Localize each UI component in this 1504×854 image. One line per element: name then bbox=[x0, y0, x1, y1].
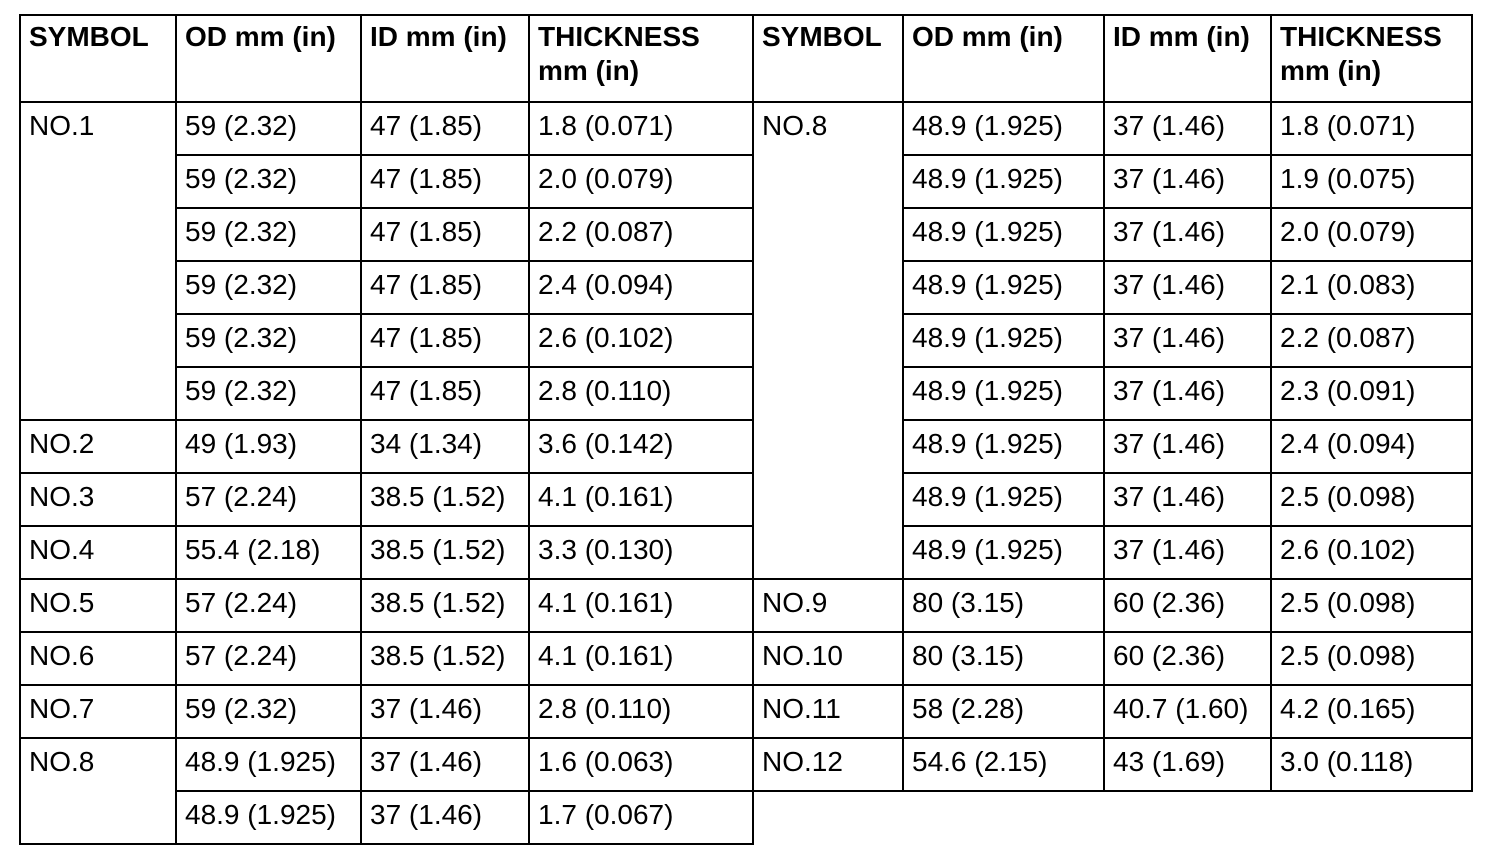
thickness-cell: 2.6 (0.102) bbox=[529, 314, 753, 367]
thickness-cell: 1.8 (0.071) bbox=[1271, 102, 1472, 155]
od-cell: 59 (2.32) bbox=[176, 261, 361, 314]
table-row bbox=[20, 579, 1472, 632]
id-cell: 34 (1.34) bbox=[361, 420, 529, 473]
id-cell: 37 (1.46) bbox=[1104, 314, 1271, 367]
id-cell: 37 (1.46) bbox=[1104, 526, 1271, 579]
table-body bbox=[20, 15, 1472, 844]
thickness-cell: 1.8 (0.071) bbox=[529, 102, 753, 155]
od-cell: 58 (2.28) bbox=[903, 685, 1104, 738]
thickness-cell: 2.3 (0.091) bbox=[1271, 367, 1472, 420]
id-cell: 37 (1.46) bbox=[1104, 420, 1271, 473]
id-cell: 43 (1.69) bbox=[1104, 738, 1271, 791]
thickness-cell: 4.2 (0.165) bbox=[1271, 685, 1472, 738]
table-row bbox=[20, 261, 1472, 314]
id-cell: 47 (1.85) bbox=[361, 155, 529, 208]
table-row bbox=[20, 685, 1472, 738]
od-cell: 59 (2.32) bbox=[176, 367, 361, 420]
id-cell: 47 (1.85) bbox=[361, 208, 529, 261]
id-cell: 47 (1.85) bbox=[361, 367, 529, 420]
od-cell: 57 (2.24) bbox=[176, 473, 361, 526]
table-row bbox=[20, 473, 1472, 526]
header-left-thickness: THICKNESS mm (in) bbox=[529, 15, 753, 102]
od-cell: 59 (2.32) bbox=[176, 314, 361, 367]
thickness-cell: 4.1 (0.161) bbox=[529, 579, 753, 632]
thickness-cell: 2.5 (0.098) bbox=[1271, 579, 1472, 632]
id-cell: 40.7 (1.60) bbox=[1104, 685, 1271, 738]
id-cell: 38.5 (1.52) bbox=[361, 579, 529, 632]
thickness-cell: 1.9 (0.075) bbox=[1271, 155, 1472, 208]
table-row bbox=[20, 791, 1472, 844]
table-row bbox=[20, 420, 1472, 473]
header-right-symbol: SYMBOL bbox=[753, 15, 903, 102]
header-left-od: OD mm (in) bbox=[176, 15, 361, 102]
header-right-id: ID mm (in) bbox=[1104, 15, 1271, 102]
symbol-cell: NO.9 bbox=[753, 579, 903, 632]
od-cell: 48.9 (1.925) bbox=[903, 155, 1104, 208]
table-row bbox=[20, 632, 1472, 685]
id-cell: 37 (1.46) bbox=[1104, 261, 1271, 314]
od-cell: 55.4 (2.18) bbox=[176, 526, 361, 579]
thickness-cell: 3.0 (0.118) bbox=[1271, 738, 1472, 791]
table-row bbox=[20, 738, 1472, 791]
header-row bbox=[20, 15, 1472, 102]
symbol-cell: NO.12 bbox=[753, 738, 903, 791]
od-cell: 80 (3.15) bbox=[903, 632, 1104, 685]
od-cell: 48.9 (1.925) bbox=[903, 367, 1104, 420]
thickness-cell: 2.5 (0.098) bbox=[1271, 632, 1472, 685]
thickness-cell: 2.1 (0.083) bbox=[1271, 261, 1472, 314]
table-row bbox=[20, 208, 1472, 261]
id-cell: 37 (1.46) bbox=[361, 685, 529, 738]
od-cell: 48.9 (1.925) bbox=[903, 473, 1104, 526]
thickness-cell: 2.6 (0.102) bbox=[1271, 526, 1472, 579]
od-cell: 48.9 (1.925) bbox=[903, 526, 1104, 579]
id-cell: 38.5 (1.52) bbox=[361, 526, 529, 579]
symbol-cell: NO.1 bbox=[20, 102, 176, 420]
od-cell: 48.9 (1.925) bbox=[176, 738, 361, 791]
header-right-thickness: THICKNESS mm (in) bbox=[1271, 15, 1472, 102]
empty-cell bbox=[753, 791, 1472, 844]
od-cell: 48.9 (1.925) bbox=[903, 208, 1104, 261]
od-cell: 48.9 (1.925) bbox=[903, 420, 1104, 473]
symbol-cell: NO.8 bbox=[20, 738, 176, 844]
symbol-cell: NO.3 bbox=[20, 473, 176, 526]
id-cell: 47 (1.85) bbox=[361, 102, 529, 155]
thickness-cell: 2.5 (0.098) bbox=[1271, 473, 1472, 526]
id-cell: 60 (2.36) bbox=[1104, 579, 1271, 632]
id-cell: 38.5 (1.52) bbox=[361, 473, 529, 526]
table-row bbox=[20, 102, 1472, 155]
od-cell: 59 (2.32) bbox=[176, 685, 361, 738]
thickness-cell: 2.0 (0.079) bbox=[1271, 208, 1472, 261]
table-row bbox=[20, 367, 1472, 420]
od-cell: 59 (2.32) bbox=[176, 155, 361, 208]
symbol-cell: NO.4 bbox=[20, 526, 176, 579]
od-cell: 54.6 (2.15) bbox=[903, 738, 1104, 791]
thickness-cell: 2.4 (0.094) bbox=[1271, 420, 1472, 473]
od-cell: 57 (2.24) bbox=[176, 579, 361, 632]
od-cell: 59 (2.32) bbox=[176, 102, 361, 155]
thickness-cell: 2.2 (0.087) bbox=[1271, 314, 1472, 367]
table-row bbox=[20, 314, 1472, 367]
od-cell: 48.9 (1.925) bbox=[903, 314, 1104, 367]
id-cell: 60 (2.36) bbox=[1104, 632, 1271, 685]
header-right-od: OD mm (in) bbox=[903, 15, 1104, 102]
thickness-cell: 2.8 (0.110) bbox=[529, 367, 753, 420]
id-cell: 37 (1.46) bbox=[1104, 367, 1271, 420]
symbol-cell: NO.7 bbox=[20, 685, 176, 738]
id-cell: 47 (1.85) bbox=[361, 314, 529, 367]
symbol-cell: NO.5 bbox=[20, 579, 176, 632]
table-row bbox=[20, 155, 1472, 208]
symbol-cell: NO.10 bbox=[753, 632, 903, 685]
od-cell: 48.9 (1.925) bbox=[903, 102, 1104, 155]
od-cell: 49 (1.93) bbox=[176, 420, 361, 473]
id-cell: 47 (1.85) bbox=[361, 261, 529, 314]
header-left-id: ID mm (in) bbox=[361, 15, 529, 102]
od-cell: 59 (2.32) bbox=[176, 208, 361, 261]
id-cell: 37 (1.46) bbox=[361, 738, 529, 791]
header-left-symbol: SYMBOL bbox=[20, 15, 176, 102]
od-cell: 48.9 (1.925) bbox=[903, 261, 1104, 314]
id-cell: 37 (1.46) bbox=[1104, 473, 1271, 526]
thickness-cell: 2.8 (0.110) bbox=[529, 685, 753, 738]
thickness-cell: 2.0 (0.079) bbox=[529, 155, 753, 208]
thickness-cell: 2.4 (0.094) bbox=[529, 261, 753, 314]
shim-spec-table bbox=[19, 14, 1473, 845]
thickness-cell: 3.6 (0.142) bbox=[529, 420, 753, 473]
symbol-cell: NO.11 bbox=[753, 685, 903, 738]
od-cell: 48.9 (1.925) bbox=[176, 791, 361, 844]
thickness-cell: 2.2 (0.087) bbox=[529, 208, 753, 261]
thickness-cell: 1.7 (0.067) bbox=[529, 791, 753, 844]
thickness-cell: 3.3 (0.130) bbox=[529, 526, 753, 579]
symbol-cell: NO.8 bbox=[753, 102, 903, 579]
od-cell: 57 (2.24) bbox=[176, 632, 361, 685]
table-row bbox=[20, 526, 1472, 579]
id-cell: 37 (1.46) bbox=[1104, 155, 1271, 208]
thickness-cell: 4.1 (0.161) bbox=[529, 632, 753, 685]
symbol-cell: NO.2 bbox=[20, 420, 176, 473]
thickness-cell: 4.1 (0.161) bbox=[529, 473, 753, 526]
thickness-cell: 1.6 (0.063) bbox=[529, 738, 753, 791]
id-cell: 37 (1.46) bbox=[1104, 102, 1271, 155]
symbol-cell: NO.6 bbox=[20, 632, 176, 685]
id-cell: 38.5 (1.52) bbox=[361, 632, 529, 685]
od-cell: 80 (3.15) bbox=[903, 579, 1104, 632]
id-cell: 37 (1.46) bbox=[361, 791, 529, 844]
id-cell: 37 (1.46) bbox=[1104, 208, 1271, 261]
